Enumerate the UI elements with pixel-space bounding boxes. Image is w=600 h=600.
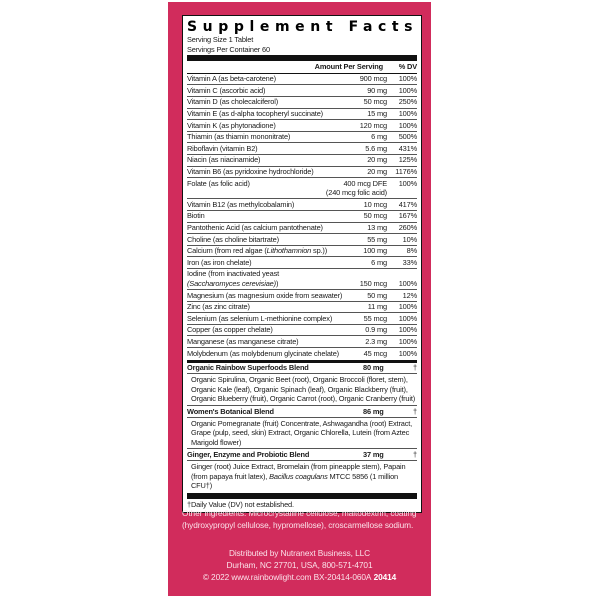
- nutrient-amount: 20 mg: [367, 155, 387, 165]
- nutrient-amount: 120 mcg: [359, 120, 387, 130]
- nutrient-amount: 5.6 mg: [365, 143, 387, 153]
- nutrient-name: Vitamin A (as beta-carotene): [187, 74, 276, 84]
- blend-header: [187, 449, 417, 461]
- label-title: Supplement Facts: [187, 19, 419, 35]
- nutrient-row: [187, 290, 417, 302]
- nutrient-name: Copper (as copper chelate): [187, 325, 273, 335]
- nutrient-row: [187, 257, 417, 269]
- nutrient-amount: 150 mcg: [359, 278, 387, 288]
- supplement-facts-label: [182, 15, 422, 513]
- nutrient-row: [187, 199, 417, 211]
- nutrient-amount: 6 mg: [371, 257, 387, 267]
- package-panel: [168, 2, 431, 596]
- nutrient-name: Selenium (as selenium L-methionine complex): [187, 313, 333, 323]
- nutrient-row: [187, 178, 417, 199]
- other-ingredients: Other ingredients: Microcrystalline cellulose, maltodextrin, coating (hydroxypropyl cellulose, hypromellose), croscarmellose sodium.: [182, 508, 417, 530]
- nutrient-name: Pantothenic Acid (as calcium pantothenate): [187, 223, 323, 232]
- distributor-line-2: Durham, NC 27701, USA, 800-571-4701: [226, 559, 373, 570]
- copyright-text: © 2022 www.rainbowlight.com BX-20414-060A: [202, 571, 372, 582]
- blend-header: [187, 406, 417, 418]
- nutrient-name: Niacin (as niacinamide): [187, 155, 261, 165]
- nutrient-row: [187, 234, 417, 246]
- nutrient-dv: 10%: [402, 234, 417, 244]
- nutrient-dv: 500%: [398, 132, 417, 142]
- nutrient-row: [187, 132, 417, 144]
- nutrient-name: Thiamin (as thiamin mononitrate): [187, 132, 291, 142]
- nutrient-amount: 100 mg: [363, 246, 387, 256]
- nutrient-name: Manganese (as manganese citrate): [187, 336, 299, 346]
- nutrient-amount: 0.9 mg: [365, 325, 387, 335]
- nutrient-dv: 1176%: [395, 167, 417, 177]
- nutrient-dv: 100%: [398, 325, 417, 335]
- nutrient-amount: 10 mcg: [363, 199, 387, 209]
- nutrient-name: Calcium (from red algae (Lithothamnion sp.)): [187, 246, 328, 256]
- nutrient-dv: 100%: [398, 85, 417, 95]
- blend-dv: †: [413, 406, 417, 416]
- nutrient-row: [187, 269, 417, 290]
- nutrient-list: [187, 74, 417, 359]
- nutrient-dv: 431%: [398, 143, 417, 153]
- footnote: †Daily Value (DV) not established.: [187, 499, 294, 509]
- nutrient-row: [187, 336, 417, 348]
- nutrient-amount: 13 mg: [367, 223, 387, 232]
- nutrient-row: [187, 167, 417, 179]
- nutrient-name: Iron (as iron chelate): [187, 257, 252, 267]
- serving-size: Serving Size 1 Tablet: [187, 35, 254, 44]
- nutrient-dv: 8%: [406, 246, 417, 256]
- nutrient-name: Riboflavin (vitamin B2): [187, 143, 258, 153]
- nutrient-dv: 33%: [402, 257, 417, 267]
- nutrient-amount: 50 mcg: [363, 211, 387, 221]
- nutrient-dv: 100%: [398, 278, 417, 288]
- blend-name: Organic Rainbow Superfoods Blend: [187, 363, 309, 373]
- servings-per-container: Servings Per Container 60: [187, 44, 270, 54]
- blend-amount: 86 mg: [363, 406, 384, 416]
- distributor-line-3: [168, 572, 431, 584]
- blend-amount: 80 mg: [363, 363, 384, 373]
- nutrient-amount: 90 mg: [367, 85, 387, 95]
- nutrient-row: [187, 85, 417, 97]
- blend-ingredients: Organic Spirulina, Organic Beet (root), Organic Broccoli (floret, stem), Organic Kale (leaf), Organic Spinach (leaf), Organic Blackberry (fruit), Organic Blueberry (fruit), Organic Carrot (root), Organic Cranberry (fruit): [187, 374, 417, 406]
- nutrient-amount: 15 mg: [367, 109, 387, 119]
- nutrient-row: [187, 313, 417, 325]
- nutrient-name: Vitamin D (as cholecalciferol): [187, 97, 279, 107]
- nutrient-name: Vitamin E (as d-alpha tocopheryl succinate): [187, 109, 323, 119]
- blend-dv: †: [413, 449, 417, 459]
- nutrient-dv: 100%: [398, 109, 417, 119]
- nutrient-dv: 100%: [398, 178, 417, 188]
- nutrient-name: Iodine (from inactivated yeast (Saccharomyces cerevisiae)): [187, 269, 280, 288]
- nutrient-dv: 100%: [398, 120, 417, 130]
- distributor-info: [168, 548, 431, 583]
- header-dv: % DV: [398, 62, 417, 72]
- nutrient-amount: 400 mcg DFE (240 mcg folic acid): [325, 178, 387, 198]
- blend-amount: 37 mg: [363, 449, 384, 459]
- nutrient-name: Vitamin B6 (as pyridoxine hydrochloride): [187, 167, 314, 177]
- nutrient-dv: 167%: [398, 211, 417, 221]
- nutrient-name: Vitamin K (as phytonadione): [187, 120, 276, 130]
- nutrient-amount: 6 mg: [371, 132, 387, 142]
- nutrient-amount: 50 mg: [367, 290, 387, 300]
- blend-ingredients: Ginger (root) Juice Extract, Bromelain (from pineapple stem), Papain (from papaya fruit latex), Bacillus coagulans MTCC 5856 (1 million CFU†): [191, 461, 406, 491]
- nutrient-amount: 900 mcg: [359, 74, 387, 84]
- blend-dv: †: [413, 363, 417, 373]
- nutrient-amount: 50 mcg: [363, 97, 387, 107]
- nutrient-row: [187, 74, 417, 86]
- nutrient-name: Vitamin C (ascorbic acid): [187, 85, 266, 95]
- nutrient-name: Zinc (as zinc citrate): [187, 302, 250, 312]
- nutrient-row: [187, 223, 417, 235]
- nutrient-row: [187, 143, 417, 155]
- nutrient-name: Magnesium (as magnesium oxide from seawater): [187, 290, 343, 300]
- nutrient-dv: 125%: [398, 155, 417, 165]
- blend-name: Ginger, Enzyme and Probiotic Blend: [187, 449, 310, 459]
- nutrient-row: [187, 325, 417, 337]
- nutrient-row: [187, 302, 417, 314]
- nutrient-dv: 100%: [398, 74, 417, 84]
- nutrient-name: Folate (as folic acid): [187, 178, 250, 188]
- nutrient-row: [187, 97, 417, 109]
- nutrient-name: Molybdenum (as molybdenum glycinate chelate): [187, 348, 339, 358]
- nutrient-name: Choline (as choline bitartrate): [187, 234, 279, 244]
- distributor-line-1: Distributed by Nutranext Business, LLC: [228, 548, 370, 558]
- nutrient-row: [187, 109, 417, 121]
- nutrient-dv: 100%: [398, 313, 417, 323]
- blend-ingredients: Organic Pomegranate (fruit) Concentrate, Ashwagandha (root) Extract, Grape (pulp, seed, skin) Extract, Organic Chlorella, Lutein (from Aztec Marigold flower): [187, 418, 417, 450]
- nutrient-dv: 250%: [398, 97, 417, 107]
- nutrient-row: [187, 120, 417, 132]
- header-amount: Amount Per Serving: [314, 62, 383, 72]
- nutrient-amount: 45 mcg: [363, 348, 387, 358]
- nutrient-dv: 12%: [402, 290, 417, 300]
- nutrient-name: Biotin: [187, 211, 205, 221]
- nutrient-amount: 2.3 mg: [365, 336, 387, 346]
- nutrient-name: Vitamin B12 (as methylcobalamin): [187, 199, 295, 209]
- nutrient-dv: 100%: [398, 302, 417, 312]
- nutrient-dv: 260%: [398, 223, 417, 232]
- nutrient-amount: 55 mg: [367, 234, 387, 244]
- nutrient-amount: 20 mg: [367, 167, 387, 177]
- nutrient-row: [187, 246, 417, 258]
- product-code: 20414: [373, 571, 397, 582]
- nutrient-row: [187, 348, 417, 359]
- nutrient-dv: 100%: [398, 348, 417, 358]
- column-header: [187, 61, 417, 74]
- nutrient-row: [187, 155, 417, 167]
- nutrient-amount: 11 mg: [367, 302, 387, 312]
- blend-list: [187, 363, 417, 492]
- nutrient-amount: 55 mcg: [363, 313, 387, 323]
- blend-header: [187, 363, 417, 375]
- nutrient-dv: 100%: [398, 336, 417, 346]
- nutrient-dv: 417%: [398, 199, 417, 209]
- nutrient-row: [187, 211, 417, 223]
- blend-name: Women's Botanical Blend: [187, 406, 274, 416]
